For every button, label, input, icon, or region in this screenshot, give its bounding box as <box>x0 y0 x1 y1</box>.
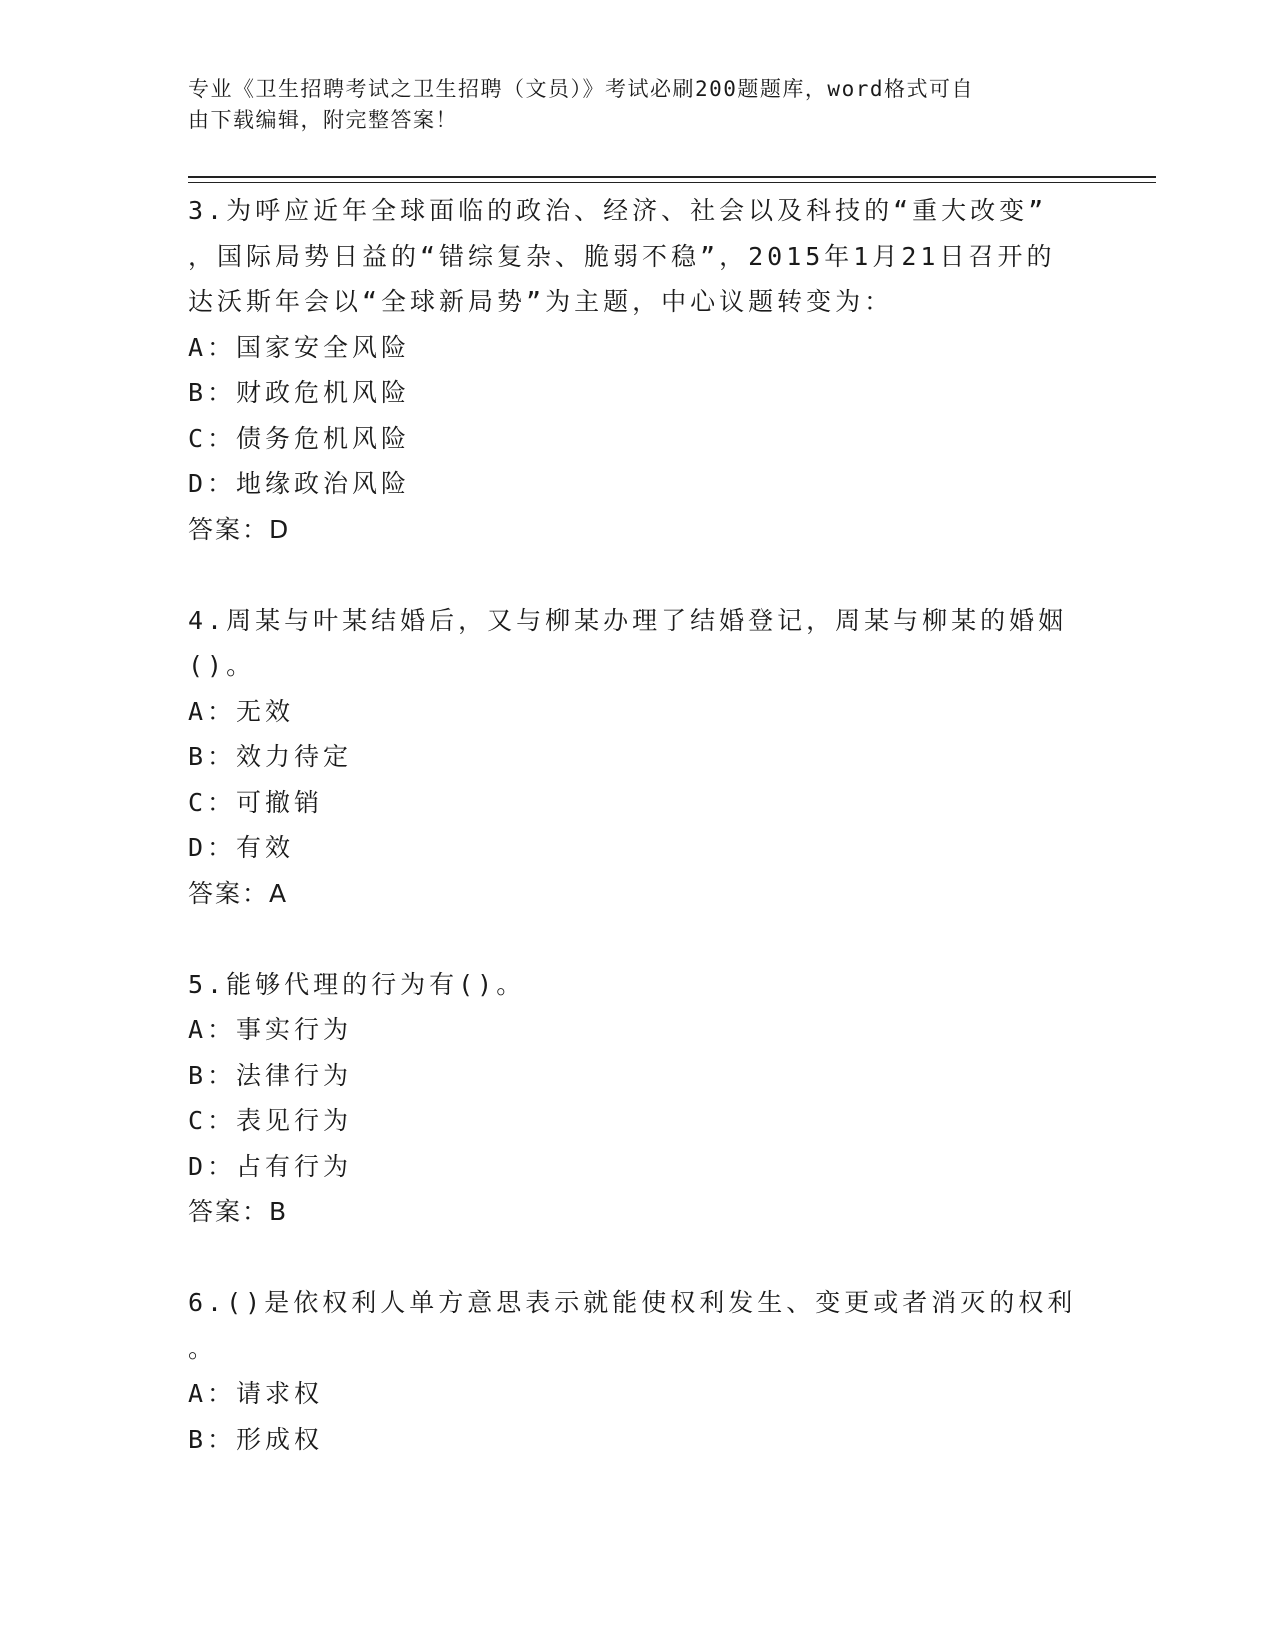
question-6-stem-line-1: 6.()是依权利人单方意思表示就能使权利发生、变更或者消灭的权利 <box>188 1288 1077 1317</box>
header-title-line-1: 专业《卫生招聘考试之卫生招聘（文员）》考试必刷200题题库，word格式可自 <box>188 77 974 101</box>
question-5-answer: 答案：B <box>188 1197 289 1226</box>
question-3-stem-line-3: 达沃斯年会以“全球新局势”为主题，中心议题转变为： <box>188 287 894 316</box>
question-5-option-a: A：事实行为 <box>188 1015 353 1044</box>
question-3-stem-line-1: 3.为呼应近年全球面临的政治、经济、社会以及科技的“重大改变” <box>188 196 1048 225</box>
question-5-stem-line-1: 5.能够代理的行为有()。 <box>188 969 526 999</box>
question-list <box>188 188 1088 1462</box>
header-divider-thin <box>188 182 1156 183</box>
question-5-option-d: D：占有行为 <box>188 1151 353 1181</box>
question-4 <box>188 598 1088 917</box>
question-5 <box>188 962 1088 1235</box>
question-6-option-b: B：形成权 <box>188 1424 324 1454</box>
question-3-option-a: A：国家安全风险 <box>188 332 411 362</box>
question-4-answer: 答案：A <box>188 878 289 908</box>
question-3-option-b: B：财政危机风险 <box>188 378 411 407</box>
header-divider-thick <box>188 176 1156 178</box>
question-3-option-d: D：地缘政治风险 <box>188 469 411 498</box>
question-4-option-b: B：效力待定 <box>188 742 353 771</box>
question-4-stem-line-1: 4.周某与叶某结婚后，又与柳某办理了结婚登记，周某与柳某的婚姻 <box>188 605 1068 635</box>
question-3-stem-line-2: ，国际局势日益的“错综复杂、脆弱不稳”，2015年1月21日召开的 <box>188 241 1056 271</box>
question-3-option-c: C：债务危机风险 <box>188 423 411 453</box>
question-5-option-b: B：法律行为 <box>188 1060 353 1090</box>
question-3 <box>188 188 1088 552</box>
question-4-stem-line-2: ()。 <box>188 651 256 680</box>
header-title-line-2: 由下载编辑，附完整答案！ <box>188 108 458 132</box>
question-5-option-c: C：表见行为 <box>188 1106 353 1135</box>
spacer <box>188 552 1088 598</box>
question-3-answer: 答案：D <box>188 514 291 544</box>
spacer <box>188 1235 1088 1281</box>
question-6-option-a: A：请求权 <box>188 1379 324 1408</box>
question-4-option-c: C：可撤销 <box>188 787 324 817</box>
question-6 <box>188 1280 1088 1462</box>
question-6-stem-line-2: 。 <box>188 1333 218 1363</box>
question-4-option-d: D：有效 <box>188 833 295 862</box>
document-header <box>188 74 1088 136</box>
question-4-option-a: A：无效 <box>188 696 295 726</box>
spacer <box>188 916 1088 962</box>
